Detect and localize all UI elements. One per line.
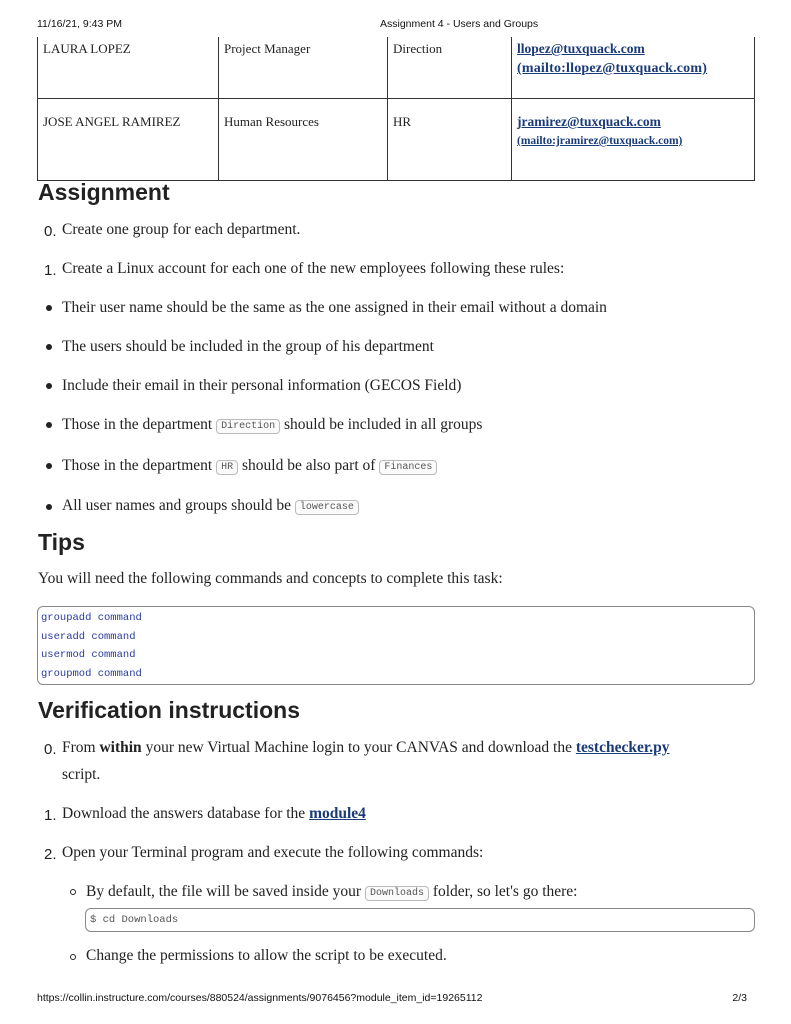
sub-bullet-icon [70, 889, 76, 895]
verification-heading: Verification instructions [38, 697, 300, 723]
employee-email-cell [512, 99, 755, 181]
bullet-icon [46, 383, 52, 389]
employees-table [37, 37, 755, 181]
employee-department: Direction [388, 37, 512, 99]
bullet-icon [46, 344, 52, 350]
step-number: 0. [44, 741, 57, 758]
rule-item: Include their email in their personal information (GECOS Field) [62, 377, 462, 394]
tips-intro: You will need the following commands and concepts to complete this task: [38, 570, 503, 587]
rule-text: should be also part of [241, 457, 376, 474]
print-title: Assignment 4 - Users and Groups [380, 18, 539, 30]
print-header [0, 18, 791, 32]
employee-email-cell [512, 37, 755, 99]
module4-link[interactable]: module4 [309, 805, 366, 822]
tips-heading: Tips [38, 529, 85, 555]
table-row [38, 99, 755, 181]
step-number: 1. [44, 262, 57, 279]
rule-item [62, 497, 359, 515]
rule-text: should be included in all groups [283, 416, 483, 433]
inline-code: HR [216, 460, 238, 475]
print-datetime: 11/16/21, 9:43 PM [37, 18, 123, 30]
code-line: usermod command [41, 649, 136, 661]
table-row [38, 37, 755, 99]
code-line: groupadd command [41, 612, 142, 624]
assignment-heading: Assignment [38, 179, 170, 205]
cd-command-block [85, 908, 755, 932]
employee-title: Project Manager [219, 37, 388, 99]
step-text: folder, so let's go there: [432, 883, 578, 900]
bullet-icon [46, 504, 52, 510]
rule-item: The users should be included in the group of his department [62, 338, 434, 355]
verification-step-cont: script. [62, 766, 101, 783]
step-number: 0. [44, 223, 57, 240]
employee-department: HR [388, 99, 512, 181]
step-text: your new Virtual Machine login to your CANVAS and download the [145, 739, 572, 756]
sub-step: Change the permissions to allow the script to be executed. [86, 947, 447, 964]
testchecker-link[interactable]: testchecker.py [575, 739, 670, 756]
print-page-number: 2/3 [732, 992, 747, 1004]
assignment-step: Create one group for each department. [62, 221, 301, 238]
verification-step [62, 805, 366, 823]
employee-title: Human Resources [219, 99, 388, 181]
bullet-icon [46, 463, 52, 469]
employee-name: JOSE ANGEL RAMIREZ [38, 99, 219, 181]
bullet-icon [46, 305, 52, 311]
step-emphasis: within [99, 739, 142, 756]
code-line: useradd command [41, 630, 136, 643]
inline-code: Direction [216, 419, 280, 434]
verification-step: Open your Terminal program and execute the following commands: [62, 844, 484, 861]
verification-step [62, 739, 670, 757]
employee-mailto-link[interactable]: (mailto:jramirez@tuxquack.com) [517, 135, 683, 147]
step-number: 2. [44, 846, 57, 863]
step-text: By default, the file will be saved inside your [86, 883, 362, 900]
employee-email-link[interactable]: llopez@tuxquack.com [517, 41, 645, 56]
rule-item [62, 416, 482, 434]
rule-text: Those in the department [62, 457, 213, 474]
code-line: $ cd Downloads [90, 914, 179, 926]
employee-email-link[interactable]: jramirez@tuxquack.com [517, 114, 661, 129]
employee-name: LAURA LOPEZ [38, 37, 219, 99]
assignment-step: Create a Linux account for each one of the new employees following these rules: [62, 260, 565, 277]
employee-mailto-link[interactable]: (mailto:llopez@tuxquack.com) [517, 61, 708, 76]
bullet-icon [46, 422, 52, 428]
rule-item [62, 457, 437, 475]
sub-bullet-icon [70, 954, 76, 960]
print-url: https://collin.instructure.com/courses/880524/assignments/9076456?module_item_id=19265112 [37, 992, 483, 1004]
step-number: 1. [44, 807, 57, 824]
rule-text: Those in the department [62, 416, 213, 433]
sub-step [86, 883, 577, 901]
rule-text: All user names and groups should be [62, 497, 292, 514]
step-text: From [62, 739, 96, 756]
inline-code: Downloads [365, 886, 429, 901]
step-text: Download the answers database for the [62, 805, 306, 822]
rule-item: Their user name should be the same as the one assigned in their email without a domain [62, 299, 607, 316]
print-footer [0, 992, 791, 1006]
commands-code-block [37, 606, 755, 685]
inline-code: lowercase [295, 500, 359, 515]
inline-code: Finances [379, 460, 437, 475]
code-line: groupmod command [41, 667, 142, 680]
